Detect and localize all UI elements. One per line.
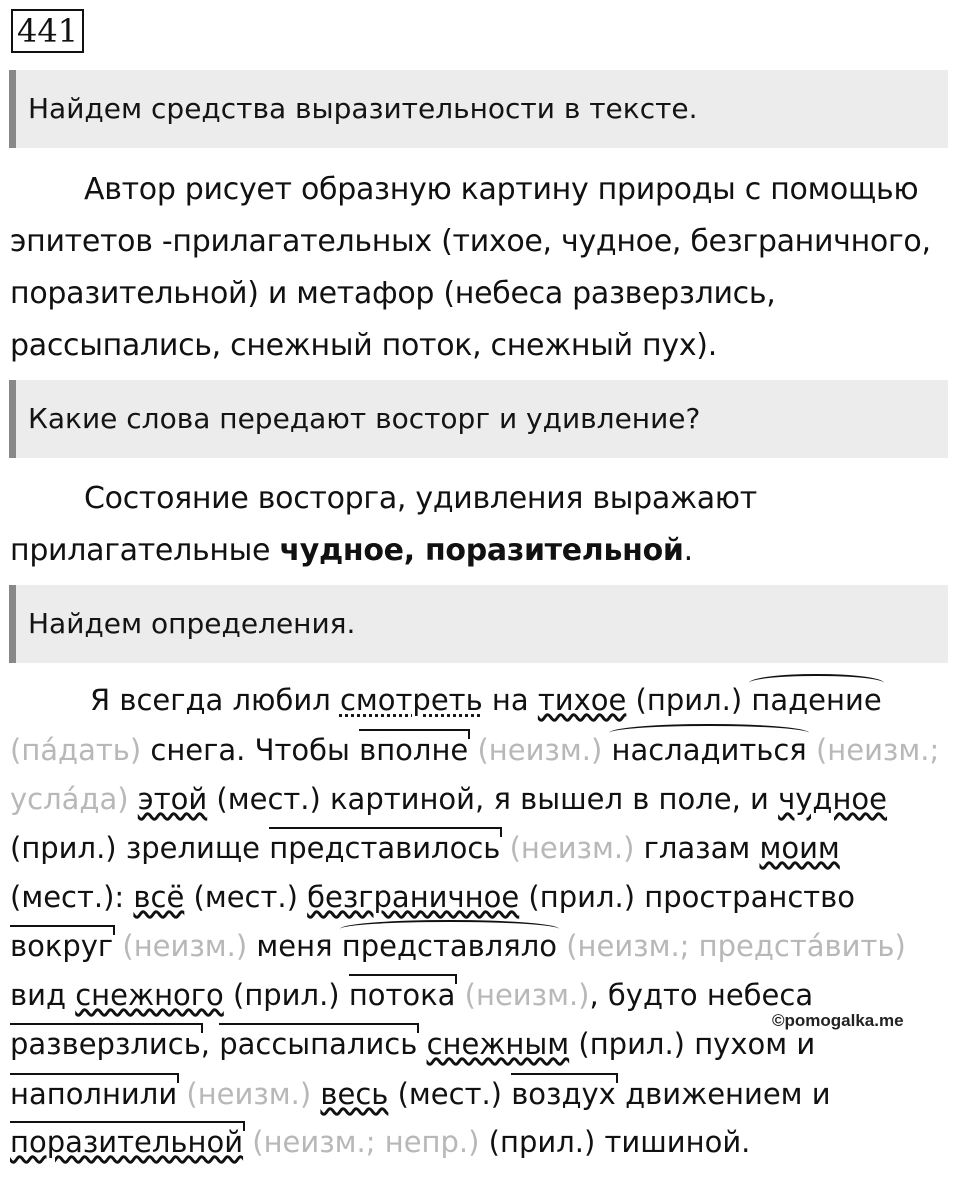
note-neizm-nepr: (неизм.; непр.): [243, 1125, 480, 1159]
note-neizm: (неизм.): [500, 831, 635, 865]
text-fragment: Я всегда любил: [90, 683, 340, 717]
text-fragment: снега. Чтобы: [141, 733, 360, 767]
text-fragment: ,: [200, 1027, 220, 1061]
word-porazitelnoy: поразительной: [10, 1125, 244, 1159]
answer-paragraph-2: [10, 473, 945, 577]
text-line-1: [90, 683, 882, 717]
text-fragment: (мест.): [184, 880, 308, 914]
word-vse: всё: [133, 880, 185, 914]
text-fragment: (прил.): [626, 683, 752, 717]
section-heading-expressive-means: Найдем средства выразительности в тексте.: [9, 70, 948, 148]
word-snezhnogo: снежного: [75, 978, 224, 1012]
text-fragment: (прил.): [223, 978, 349, 1012]
note-neizm: (неизм.): [177, 1077, 312, 1111]
answer-text-2-end: .: [683, 533, 693, 568]
text-line-3: [10, 782, 887, 816]
text-line-4: [10, 831, 840, 865]
text-fragment: (прил.) пухом и: [569, 1027, 816, 1061]
note-neizm: (неизм.): [455, 978, 590, 1012]
text-line-6: [10, 929, 906, 963]
word-potoka: потока: [348, 978, 456, 1012]
text-line-8: [10, 1027, 815, 1061]
word-vokrug: вокруг: [10, 929, 114, 963]
text-fragment: на: [482, 683, 538, 717]
note-neizm: (неизм.): [113, 929, 248, 963]
text-line-5: [10, 880, 855, 914]
text-fragment: (мест.) картиной, я вышел в поле, и: [207, 782, 779, 816]
section-heading-delight: Какие слова передают восторг и удивление?: [9, 380, 948, 458]
text-line-7: [10, 978, 813, 1012]
text-fragment: меня: [247, 929, 342, 963]
word-nasladitsya: насладиться: [611, 733, 807, 767]
task-number: 441: [11, 9, 84, 53]
answer-paragraph-1: [10, 164, 945, 372]
word-predstavilos: представилось: [269, 831, 501, 865]
section-heading-definitions: Найдем определения.: [9, 585, 948, 663]
word-predstavlyalo: представляло: [341, 929, 557, 963]
word-vozdukh: воздух: [511, 1077, 616, 1111]
word-snezhnym: снежным: [426, 1027, 570, 1061]
text-line-2: [10, 733, 939, 767]
word-moim: моим: [759, 831, 840, 865]
word-vpolne: вполне: [359, 733, 469, 767]
text-fragment: (мест.):: [10, 880, 134, 914]
word-smotret: смотреть: [339, 683, 483, 717]
word-padenie: падение: [751, 683, 882, 717]
answer-text-2-bold: чудное, поразительной: [279, 533, 684, 568]
text-fragment: (прил.) тишиной.: [479, 1125, 751, 1159]
text-fragment: , будто небеса: [589, 978, 814, 1012]
note-neizm: (неизм.): [468, 733, 612, 767]
answer-text-2: Состояние восторга, удивления выражают прилагательные: [10, 481, 757, 568]
text-fragment: (мест.): [388, 1077, 512, 1111]
note-neizm: (неизм.;: [806, 733, 940, 767]
note-padat: (пáдать): [10, 733, 142, 767]
text-fragment: (прил.) пространство: [519, 880, 855, 914]
word-napolnili: наполнили: [10, 1077, 178, 1111]
note-uslada: услáда): [10, 782, 129, 816]
text-fragment: глазам: [634, 831, 760, 865]
word-razverzlis: разверзлись: [10, 1027, 201, 1061]
text-fragment: (прил.) зрелище: [10, 831, 270, 865]
word-bezgranichnoe: безграничное: [307, 880, 520, 914]
word-chudnoe: чудное: [778, 782, 888, 816]
text-line-10: [10, 1125, 750, 1159]
text-line-9: [10, 1077, 831, 1111]
text-fragment: вид: [10, 978, 76, 1012]
word-ves: весь: [320, 1077, 389, 1111]
word-etoy: этой: [137, 782, 208, 816]
text-fragment: движением и: [615, 1077, 831, 1111]
word-rassypalis: рассыпались: [219, 1027, 418, 1061]
word-tikhoe: тихое: [537, 683, 627, 717]
watermark: ©pomogalka.me: [772, 1011, 904, 1030]
note-predstavit: (неизм.; предстáвить): [556, 929, 906, 963]
answer-text-1: Автор рисует образную картину природы с помощью эпитетов -прилагательных (тихое, чудное, безграничного, поразительной) и метафор (небеса разверзлись, рассыпались, снежный поток, снежный пух).: [10, 172, 931, 363]
